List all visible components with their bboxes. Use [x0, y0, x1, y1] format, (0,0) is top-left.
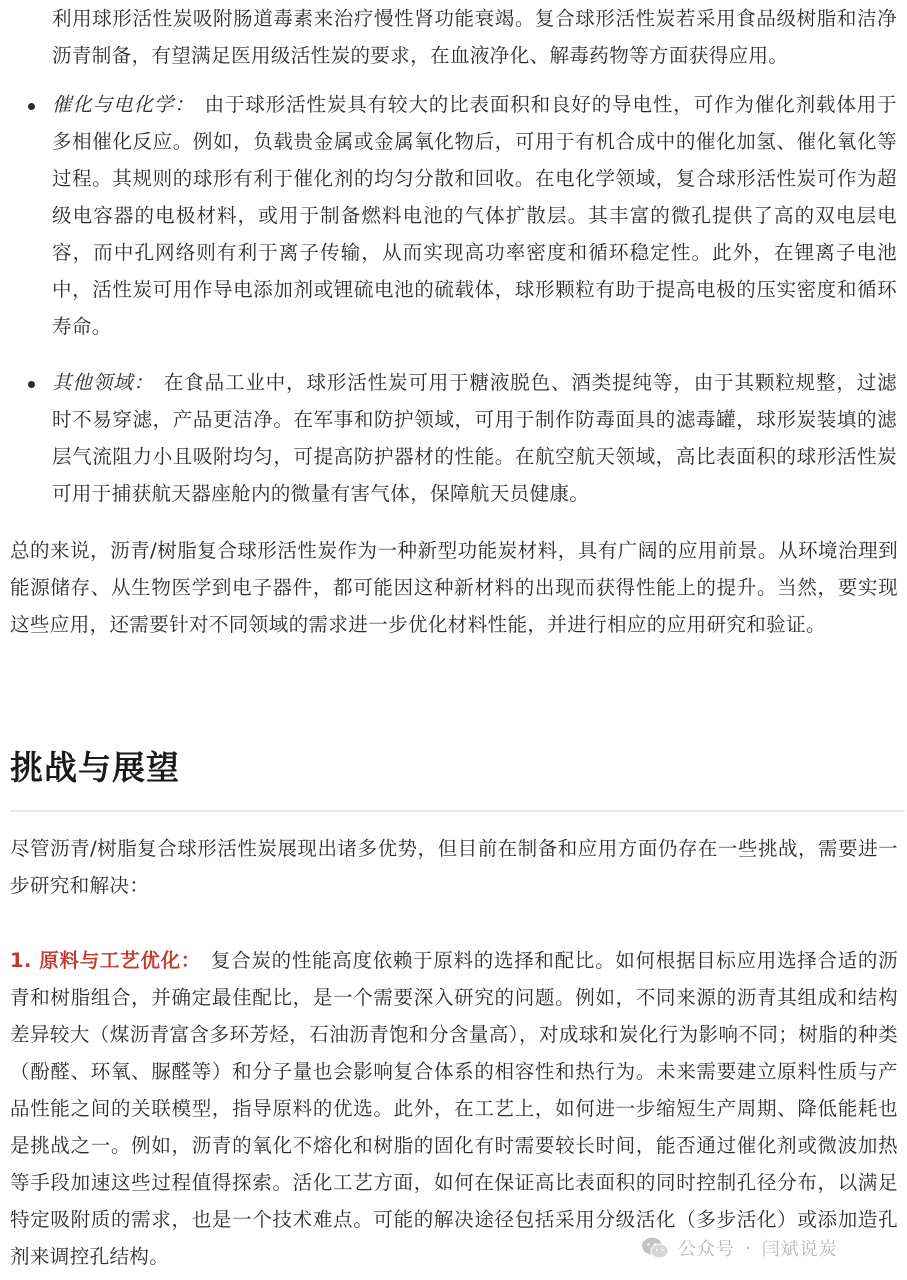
bullet-dot — [28, 103, 35, 110]
bullet-body-text: 由于球形活性炭具有较大的比表面积和良好的导电性，可作为催化剂载体用于多相催化反应。例如，负载贵金属或金属氧化物后，可用于有机合成中的催化加氢、催化氧化等过程。其规则的球形有利于催化剂的均匀分散和回收。在电化学领域，复合球形活性炭可作为超级电容器的电极材料，或用于制备燃料电池的气体扩散层。其丰富的微孔提供了高的双电层电容，而中孔网络则有利于离子传输，从而实现高功率密度和循环稳定性。此外，在锂离子电池中，活性炭可用作导电添加剂或锂硫电池的硫载体，球形颗粒有助于提高电极的压实密度和循环寿命。 — [52, 93, 897, 338]
challenge-body-text: 复合炭的性能高度依赖于原料的选择和配比。如何根据目标应用选择合适的沥青和树脂组合，并确定最佳配比，是一个需要深入研究的问题。例如，不同来源的沥青其组成和结构差异较大（煤沥青富含多环芳烃，石油沥青饱和分含量高），对成球和炭化行为影响不同；树脂的种类（酚醛、环氧、脲醛等）和分子量也会影响复合体系的相容性和热行为。未来需要建立原料性质与产品性能之间的关联模型，指导原料的优选。此外，在工艺上，如何进一步缩短生产周期、降低能耗也是挑战之一。例如，沥青的氧化不熔化和树脂的固化有时需要较长时间，能否通过催化剂或微波加热等手段加速这些过程值得探索。活化工艺方面，如何在保证高比表面积的同时控制孔径分布，以满足特定吸附质的需求，也是一个技术难点。可能的解决途径包括采用分级活化（多步活化）或添加造孔剂来调控孔结构。 — [10, 949, 898, 1268]
wechat-icon — [640, 1233, 670, 1263]
paragraph-medical-continuation: 利用球形活性炭吸附肠道毒素来治疗慢性肾功能衰竭。复合球形活性炭若采用食品级树脂和洁净沥青制备，有望满足医用级活性炭的要求，在血液净化、解毒药物等方面获得应用。 — [52, 7, 897, 67]
watermark-platform: 公众号 — [678, 1239, 735, 1260]
bullet-lead-label: 催化与电化学： — [52, 93, 195, 116]
watermark-separator: · — [745, 1237, 752, 1259]
list-item-other-fields — [52, 364, 897, 512]
watermark — [640, 1230, 905, 1266]
watermark-author: 闫斌说炭 — [761, 1239, 838, 1260]
section-intro-paragraph: 尽管沥青/树脂复合球形活性炭展现出诸多优势，但目前在制备和应用方面仍存在一些挑战，需要进一步研究和解决： — [10, 837, 898, 897]
bullet-dot — [28, 381, 35, 388]
challenge-lead-label: 1. 原料与工艺优化： — [10, 949, 201, 972]
section-divider — [10, 810, 905, 812]
section-heading: 挑战与展望 — [10, 748, 180, 787]
summary-paragraph: 总的来说，沥青/树脂复合球形活性炭作为一种新型功能炭材料，具有广阔的应用前景。从环境治理到能源储存、从生物医学到电子器件，都可能因这种新材料的出现而获得性能上的提升。当然，要实现这些应用，还需要针对不同领域的需求进一步优化材料性能，并进行相应的应用研究和验证。 — [10, 539, 898, 636]
list-item-catalysis — [52, 86, 897, 345]
bullet-body-text: 在食品工业中，球形活性炭可用于糖液脱色、酒类提纯等，由于其颗粒规整，过滤时不易穿滤，产品更洁净。在军事和防护领域，可用于制作防毒面具的滤毒罐，球形炭装填的滤层气流阻力小且吸附均匀，可提高防护器材的性能。在航空航天领域，高比表面积的球形活性炭可用于捕获航天器座舱内的微量有害气体，保障航天员健康。 — [52, 371, 897, 505]
challenge-item-raw-materials — [10, 942, 898, 1275]
bullet-lead-label: 其他领域： — [52, 371, 154, 394]
